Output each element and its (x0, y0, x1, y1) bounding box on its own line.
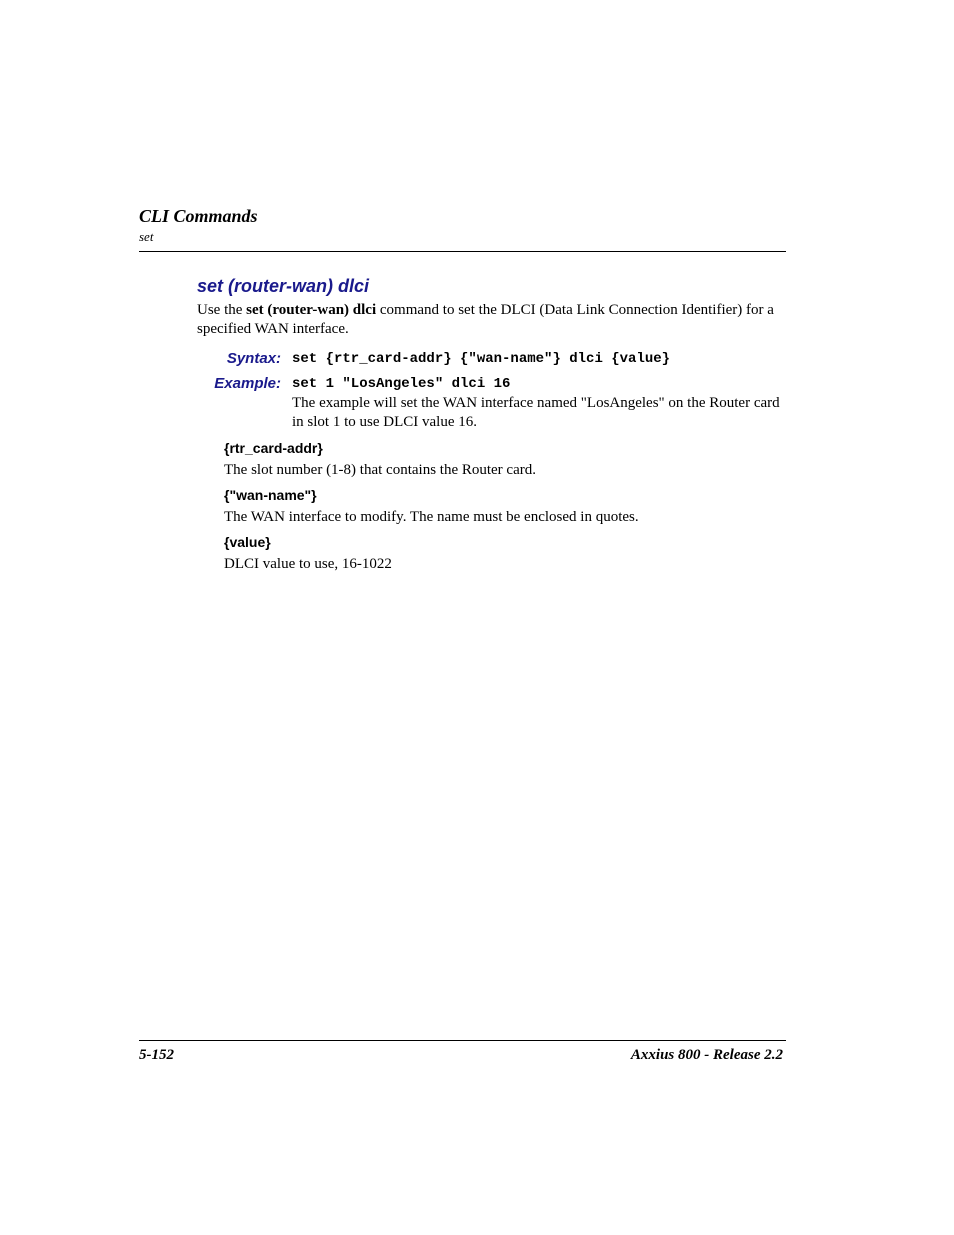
footer-product: Axxius 800 - Release 2.2 (630, 1047, 783, 1063)
example-description: The example will set the WAN interface named "LosAngeles" on the Router card in slot 1 to use DLCI value 16. (292, 395, 780, 430)
param-desc-rtr-card-addr: The slot number (1-8) that contains the Router card. (224, 462, 536, 478)
intro-prefix: Use the (197, 302, 247, 318)
chapter-title: CLI Commands (139, 206, 258, 226)
footer-divider (139, 1040, 786, 1041)
param-name-rtr-card-addr: {rtr_card-addr} (224, 440, 323, 456)
param-desc-value: DLCI value to use, 16-1022 (224, 556, 392, 572)
param-name-value: {value} (224, 534, 271, 550)
command-heading: set (router-wan) dlci (197, 276, 370, 296)
syntax-code: set {rtr_card-addr} {"wan-name"} dlci {value} (292, 351, 671, 367)
section-tag: set (139, 229, 154, 244)
syntax-label: Syntax: (226, 350, 281, 367)
intro-command-name: set (router-wan) dlci (246, 302, 377, 318)
command-intro (197, 301, 787, 339)
header-divider (139, 251, 786, 252)
example-label: Example: (214, 375, 281, 392)
param-name-wan-name: {"wan-name"} (224, 487, 317, 503)
intro-suffix: command to set the DLCI (Data Link Connection Identifier) for a specified WAN interface. (197, 302, 774, 337)
footer-page-number: 5-152 (139, 1047, 174, 1063)
param-desc-wan-name: The WAN interface to modify. The name must be enclosed in quotes. (224, 509, 639, 525)
example-code: set 1 "LosAngeles" dlci 16 (292, 376, 511, 392)
